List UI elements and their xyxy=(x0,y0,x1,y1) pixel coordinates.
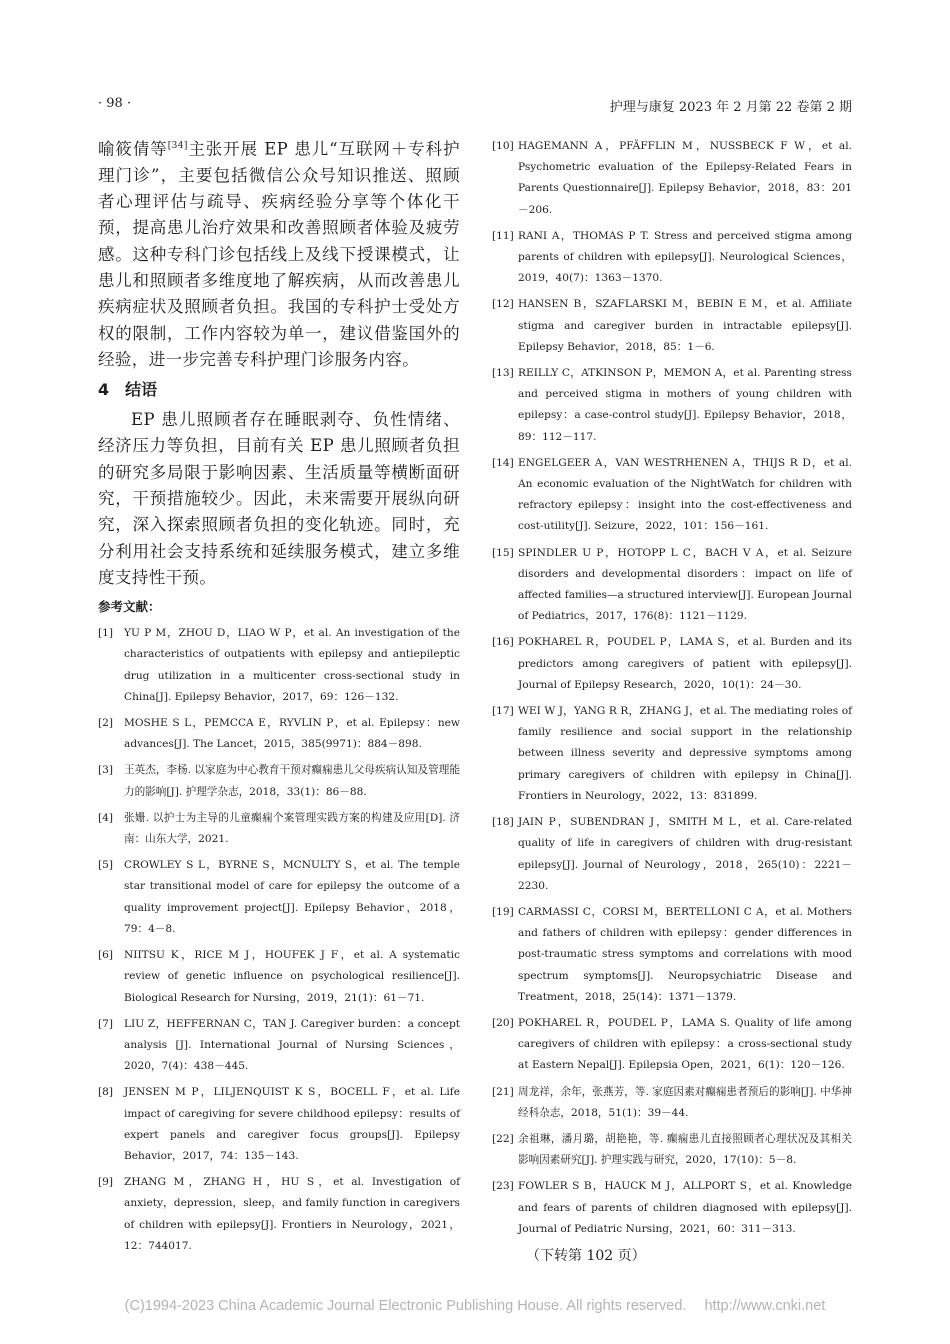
reference-item xyxy=(98,945,460,1009)
reference-number: [11] xyxy=(492,229,514,242)
section-number: 4 xyxy=(98,380,110,400)
citation-marker[interactable]: [34] xyxy=(167,141,188,151)
reference-text: HANSEN B，SZAFLARSKI M，BEBIN E M，et al. Affiliate stigma and caregiver burden in intractable epilepsy[J]. Epilepsy Behavior，2018，85：1－6. xyxy=(518,298,852,353)
reference-item xyxy=(492,453,852,538)
section-heading xyxy=(98,377,460,403)
reference-item xyxy=(492,1013,852,1077)
reference-text: 周龙祥，余年，张燕芳，等. 家庭因素对癫痫患者预后的影响[J]. 中华神经科杂志，2018，51(1)：39－44. xyxy=(518,1085,852,1119)
reference-number: [21] xyxy=(492,1085,514,1098)
reference-number: [15] xyxy=(492,546,514,559)
reference-number: [5] xyxy=(98,859,114,872)
section-title: 结语 xyxy=(125,380,158,400)
reference-text: RANI A，THOMAS P T. Stress and perceived stigma among parents of children with epilepsy[J]. Neurological Sciences，2019，40(7)：1363－1370. xyxy=(518,229,852,285)
reference-number: [4] xyxy=(98,811,114,824)
page-number: · 98 · xyxy=(98,96,132,111)
reference-item xyxy=(492,543,852,628)
reference-number: [16] xyxy=(492,636,514,649)
reference-item xyxy=(98,855,460,940)
author-citation-name: 喻筱倩等 xyxy=(98,139,168,159)
reference-item xyxy=(492,1176,852,1240)
copyright-text: (C)1994-2023 China Academic Journal Electronic Publishing House. All rights reserved. xyxy=(124,1298,687,1314)
reference-text: POKHAREL R，POUDEL P，LAMA S，et al. Burden and its predictors among caregivers of patient with epilepsy[J]. Journal of Epilepsy Research，2020，10(1)：24－30. xyxy=(518,636,852,691)
reference-number: [20] xyxy=(492,1016,514,1029)
reference-item xyxy=(98,1082,460,1167)
reference-item xyxy=(98,760,460,802)
reference-number: [9] xyxy=(98,1176,114,1189)
right-column xyxy=(492,136,852,1265)
reference-number: [23] xyxy=(492,1180,514,1193)
conclusion-paragraph: EP 患儿照顾者存在睡眠剥夺、负性情绪、经济压力等负担，目前有关 EP 患儿照顾者负担的研究多局限于影响因素、生活质量等横断面研究，干预措施较少。因此，未来需要开展纵向研究，深入探索照顾者负担的变化轨迹。同时，充分利用社会支持系统和延续服务模式，建立多维度支持性干预。 xyxy=(98,410,460,587)
reference-text: POKHAREL R，POUDEL P，LAMA S. Quality of life among caregivers of children with epilepsy：a cross-sectional study at Eastern Nepal[J]. Epilepsia Open，2021，6(1)：120－126. xyxy=(518,1016,852,1072)
reference-item xyxy=(492,363,852,448)
references-list-right xyxy=(492,136,852,1240)
reference-text: YU P M，ZHOU D，LIAO W P，et al. An investigation of the characteristics of outpatients with epilepsy and antiepileptic drug utilization in a multicenter cross-sectional study in China[J]. Epilepsy Behavior，2017，69：126－132. xyxy=(124,627,460,703)
reference-number: [8] xyxy=(98,1086,114,1099)
site-url-link[interactable]: http://www.cnki.net xyxy=(704,1298,826,1314)
reference-item xyxy=(492,294,852,358)
continuation-note: （下转第 102 页） xyxy=(526,1247,646,1264)
reference-item xyxy=(492,1129,852,1171)
reference-number: [22] xyxy=(492,1132,514,1145)
reference-item xyxy=(492,226,852,290)
reference-text: WEI W J，YANG R R，ZHANG J，et al. The mediating roles of family resilience and social support in the relationship between illness severity and depressive symptoms among primary caregivers of children with epilepsy in China[J]. Frontiers in Neurology，2022，13：831899. xyxy=(518,705,852,802)
reference-item xyxy=(492,136,852,221)
reference-number: [6] xyxy=(98,949,114,962)
reference-text: SPINDLER U P，HOTOPP L C，BACH V A，et al. Seizure disorders and developmental disorders：impact on life of affected families—a structured interview[J]. European Journal of Pediatrics，2017，176(8)：1121－1129. xyxy=(518,546,852,623)
reference-item xyxy=(492,812,852,897)
reference-text: 王英杰，李杨. 以家庭为中心教育干预对癫痫患儿父母疾病认知及管理能力的影响[J]. 护理学杂志，2018，33(1)：86－88. xyxy=(124,764,460,798)
reference-item xyxy=(98,808,460,850)
references-list-left xyxy=(98,623,460,1257)
references-heading: 参考文献： xyxy=(98,599,161,615)
reference-text: 张姗. 以护士为主导的儿童癫痫个案管理实践方案的构建及应用[D]. 济南：山东大学，2021. xyxy=(124,811,460,846)
reference-number: [10] xyxy=(492,140,514,152)
reference-text: FOWLER S B，HAUCK M J，ALLPORT S，et al. Knowledge and fears of parents of children diagnosed with epilepsy[J]. Journal of Pediatric Nursing，2021，60：311－313. xyxy=(518,1180,852,1235)
footer xyxy=(0,1298,950,1314)
reference-number: [17] xyxy=(492,705,514,718)
reference-text: JAIN P，SUBENDRAN J，SMITH M L，et al. Care-related quality of life in caregivers of children with drug-resistant epilepsy[J]. Journal of Neurology，2018，265(10)：2221－2230. xyxy=(518,816,852,892)
journal-header: 护理与康复 2023 年 2 月第 22 卷第 2 期 xyxy=(609,100,852,115)
reference-text: CARMASSI C，CORSI M，BERTELLONI C A，et al. Mothers and fathers of children with epilepsy：gender differences in post-traumatic stress symptoms and correlations with mood spectrum symptoms[J]. Neuropsychiatric Disease and Treatment，2018，25(14)：1371－1379. xyxy=(518,905,852,1003)
reference-text: CROWLEY S L，BYRNE S，MCNULTY S，et al. The temple star transitional model of care for epilepsy the outcome of a quality improvement project[J]. Epilepsy Behavior，2018，79：4－8. xyxy=(124,859,460,935)
reference-number: [13] xyxy=(492,367,514,380)
reference-text: 余祖琳，潘月璐，胡艳艳，等. 癫痫患儿直接照顾者心理状况及其相关影响因素研究[J]. 护理实践与研究，2020，17(10)：5－8. xyxy=(518,1132,852,1167)
reference-number: [1] xyxy=(98,627,114,640)
reference-item xyxy=(492,1082,852,1124)
reference-item xyxy=(98,1014,460,1078)
paragraph-patient-services xyxy=(98,133,460,373)
reference-text: HAGEMANN A，PFÄFFLIN M，NUSSBECK F W，et al. Psychometric evaluation of the Epilepsy-Related Fears in Parents Questionnaire[J]. Epilepsy Behavior，2018，83：201－206. xyxy=(518,140,852,216)
reference-number: [14] xyxy=(492,456,514,469)
reference-number: [3] xyxy=(98,764,114,777)
reference-number: [12] xyxy=(492,298,514,311)
reference-text: ZHANG M，ZHANG H，HU S，et al. Investigation of anxiety，depression，sleep，and family function in caregivers of children with epilepsy[J]. Frontiers in Neurology，2021，12：744017. xyxy=(124,1176,460,1252)
reference-item xyxy=(492,902,852,1008)
reference-item xyxy=(492,632,852,696)
reference-item xyxy=(98,713,460,755)
paragraph-body: 主张开展 EP 患儿“互联网＋专科护理门诊”，主要包括微信公众号知识推送、照顾者心理评估与疏导、疾病经验分享等个体化干预，提高患儿治疗效果和改善照顾者体验及疲劳感。这种专科门诊包括线上及线下授课模式，让患儿和照顾者多维度地了解疾病，从而改善患儿疾病症状及照顾者负担。我国的专科护士受处方权的限制，工作内容较为单一，建议借鉴国外的经验，进一步完善专科护理门诊服务内容。 xyxy=(98,139,460,369)
reference-item xyxy=(98,623,460,708)
reference-number: [2] xyxy=(98,717,114,730)
reference-text: ENGELGEER A，VAN WESTRHENEN A，THIJS R D，et al. An economic evaluation of the NightWatch for children with refractory epilepsy：insight into the cost-effectiveness and cost-utility[J]. Seizure，2022，101：156－161. xyxy=(518,456,852,533)
left-column xyxy=(98,133,460,1262)
reference-text: REILLY C，ATKINSON P，MEMON A，et al. Parenting stress and perceived stigma in mothers of young children with epilepsy：a case-control study[J]. Epilepsy Behavior，2018，89：112－117. xyxy=(518,367,852,443)
reference-text: NIITSU K，RICE M J，HOUFEK J F，et al. A systematic review of genetic influence on psychological resilience[J]. Biological Research for Nursing，2019，21(1)：61－71. xyxy=(124,949,460,1004)
reference-number: [7] xyxy=(98,1017,114,1030)
reference-text: MOSHE S L，PEMCCA E，RYVLIN P，et al. Epilepsy：new advances[J]. The Lancet，2015，385(9971)：884－898. xyxy=(124,717,460,751)
reference-number: [19] xyxy=(492,905,514,918)
reference-text: JENSEN M P，LILJENQUIST K S，BOCELL F，et al. Life impact of caregiving for severe childhood epilepsy：results of expert panels and caregiver focus groups[J]. Epilepsy Behavior，2017，74：135－143. xyxy=(124,1086,460,1162)
reference-item xyxy=(492,701,852,807)
reference-text: LIU Z，HEFFERNAN C，TAN J. Caregiver burden：a concept analysis [J]. International Journal of Nursing Sciences，2020，7(4)：438－445. xyxy=(124,1017,460,1073)
reference-number: [18] xyxy=(492,816,514,829)
reference-item xyxy=(98,1172,460,1257)
